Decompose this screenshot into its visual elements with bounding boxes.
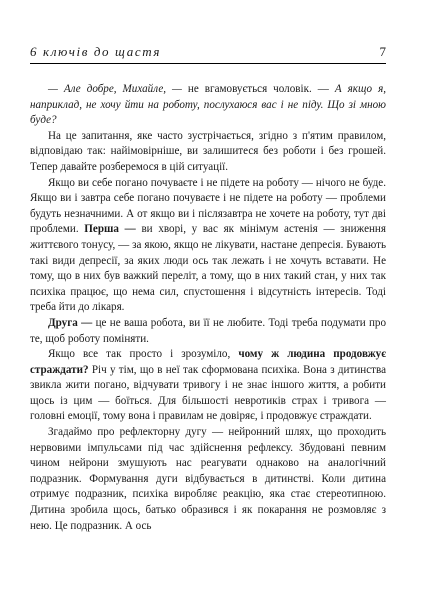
paragraph <box>30 129 386 176</box>
text-run: це не ваша робота, ви її не любите. Тоді треба подумати про те, щоб роботу поміняти. <box>30 316 387 345</box>
text-run: не вгамовується чоловік. — <box>187 83 335 95</box>
bold-text: Друга — <box>48 316 93 329</box>
header-rule <box>30 63 386 64</box>
text-run: Згадаймо про рефлекторну дугу — нейронний шлях, що проходить нервовими імпульсами під час здійснення рефлексу. Збудовані певним чином нейрони змушують нас реагувати однаково на аналогічний подразник. Формування дуги відбувається в дитинстві. Коли дитина отримує подразник, психіка виробляє реакцію, яка стає стереотипною. Дитина зробила щось, батько образився і як покарання не розмовляє з нею. Це подразник. А ось <box>30 426 386 532</box>
paragraph <box>30 176 386 316</box>
italic-text: — Але добре, Михайле, — <box>48 83 188 95</box>
page-body <box>30 82 386 534</box>
italic-text: А якщо я, наприклад, не хочу йти на роботу, послухаюся вас і не піду. Що зі мною буде? <box>30 83 386 127</box>
page-number: 7 <box>379 44 386 59</box>
bold-text: Перша — <box>84 223 136 236</box>
running-header <box>30 44 386 60</box>
paragraph <box>30 347 386 425</box>
bold-text: чому ж людина продовжує страждати? <box>30 348 386 376</box>
paragraph <box>30 82 386 129</box>
paragraph <box>30 425 386 534</box>
text-run: Річ у тім, що в неї так сформована психіка. Вона з дитинства звикла жити погано, відчувати тривогу і не знає іншого життя, а робити щось із цим — боїться. Для більшості невротиків страх і тривога — головні емоції, тому вона і правилам не довіряє, і продовжує страждати. <box>30 363 386 423</box>
text-run: Якщо все так просто і зрозуміло, <box>48 348 239 361</box>
text-run: На це запитання, яке часто зустрічається, згідно з п'ятим правилом, відповідаю так: найімовірніше, ви залишитеся без роботи і без грошей. Тепер давайте розберемося в цій ситуації. <box>30 129 386 173</box>
text-run: Якщо ви себе погано почуваєте і не підете на роботу — нічого не буде. Якщо ви і завтра себе погано почуваєте і не підете на роботу — проблеми будуть незначними. А от якщо ви і післязавтра не хочете на роботу, тут дві проблеми. <box>30 176 386 236</box>
text-run: ви хворі, у вас як мінімум астенія — зниження життєвого тонусу, — за якою, якщо не лікувати, настане депресія. Бувають такі види депресії, за яких люди ось так лежать і не хочуть вставати. Не тому, що в них був важкий переліт, а тому, що в них такий стан, у них так психіка працює, що нема сил, спустошення і відсутність інтересів. Тоді треба йти до лікаря. <box>30 223 386 314</box>
book-title: 6 ключів до щастя <box>30 44 161 59</box>
paragraph <box>30 316 386 347</box>
